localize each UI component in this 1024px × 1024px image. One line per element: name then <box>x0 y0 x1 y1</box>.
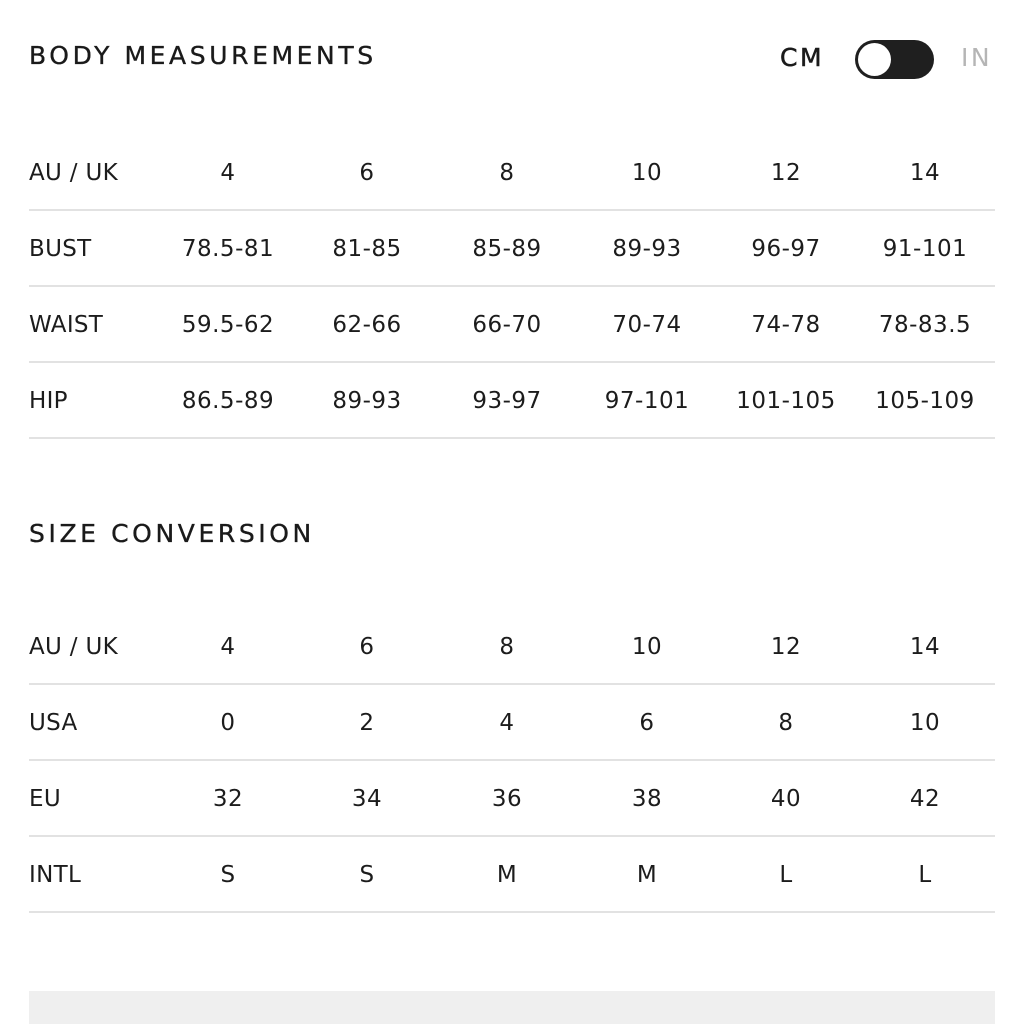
row-label: BUST <box>29 236 92 262</box>
table-cell: M <box>636 862 658 888</box>
table-cell: 4 <box>220 634 236 660</box>
table-cell: 62-66 <box>332 312 402 338</box>
table-cell: 85-89 <box>472 236 542 262</box>
table-cell: 0 <box>220 710 236 736</box>
table-row-waist <box>29 287 995 363</box>
table-cell: 59.5-62 <box>181 312 275 338</box>
table-cell: 36 <box>491 786 523 812</box>
table-cell: 4 <box>220 160 236 186</box>
table-row-au-uk <box>29 609 995 685</box>
size-conversion-title: SIZE CONVERSION <box>29 519 315 548</box>
table-cell: S <box>359 862 375 888</box>
table-cell: 14 <box>909 160 941 186</box>
table-cell: 14 <box>909 634 941 660</box>
table-cell: 93-97 <box>472 388 542 414</box>
table-cell: 70-74 <box>612 312 682 338</box>
table-row-eu <box>29 761 995 837</box>
body-measurements-title: BODY MEASUREMENTS <box>29 41 377 70</box>
table-cell: 89-93 <box>612 236 682 262</box>
table-cell: L <box>918 862 932 888</box>
table-cell: 42 <box>909 786 941 812</box>
table-cell: 97-101 <box>604 388 690 414</box>
table-cell: 40 <box>770 786 802 812</box>
table-cell: 66-70 <box>472 312 542 338</box>
table-cell: 34 <box>351 786 383 812</box>
table-cell: 8 <box>499 160 515 186</box>
row-label: WAIST <box>29 312 104 338</box>
row-label: USA <box>29 710 78 736</box>
table-cell: 6 <box>359 634 375 660</box>
row-label: HIP <box>29 388 68 414</box>
unit-cm-label[interactable]: CM <box>780 43 825 72</box>
table-cell: 96-97 <box>751 236 821 262</box>
table-cell: 74-78 <box>751 312 821 338</box>
table-cell: 2 <box>359 710 375 736</box>
table-cell: 6 <box>639 710 655 736</box>
table-cell: 101-105 <box>736 388 836 414</box>
table-row-au-uk <box>29 135 995 211</box>
table-cell: 38 <box>631 786 663 812</box>
table-row-intl <box>29 837 995 913</box>
table-row-usa <box>29 685 995 761</box>
table-cell: 4 <box>499 710 515 736</box>
table-cell: 91-101 <box>882 236 968 262</box>
table-cell: 8 <box>778 710 794 736</box>
table-cell: 6 <box>359 160 375 186</box>
table-cell: 10 <box>631 634 663 660</box>
size-conversion-table <box>29 609 995 913</box>
table-cell: 8 <box>499 634 515 660</box>
table-row-hip <box>29 363 995 439</box>
table-row-bust <box>29 211 995 287</box>
row-label: INTL <box>29 862 82 888</box>
bottom-panel <box>29 991 995 1024</box>
table-cell: 89-93 <box>332 388 402 414</box>
table-cell: 81-85 <box>332 236 402 262</box>
table-cell: 10 <box>909 710 941 736</box>
table-cell: 86.5-89 <box>181 388 275 414</box>
table-cell: 10 <box>631 160 663 186</box>
row-label: AU / UK <box>29 160 118 186</box>
row-label: EU <box>29 786 61 812</box>
table-cell: M <box>496 862 518 888</box>
table-cell: 12 <box>770 634 802 660</box>
table-cell: 78-83.5 <box>878 312 972 338</box>
table-cell: 12 <box>770 160 802 186</box>
body-measurements-table <box>29 135 995 439</box>
table-cell: 105-109 <box>875 388 975 414</box>
table-cell: L <box>779 862 793 888</box>
unit-toggle-switch[interactable] <box>855 40 934 79</box>
table-cell: 78.5-81 <box>181 236 275 262</box>
row-label: AU / UK <box>29 634 118 660</box>
table-cell: S <box>220 862 236 888</box>
toggle-knob <box>858 43 891 76</box>
table-cell: 32 <box>212 786 244 812</box>
unit-in-label[interactable]: IN <box>961 43 993 72</box>
